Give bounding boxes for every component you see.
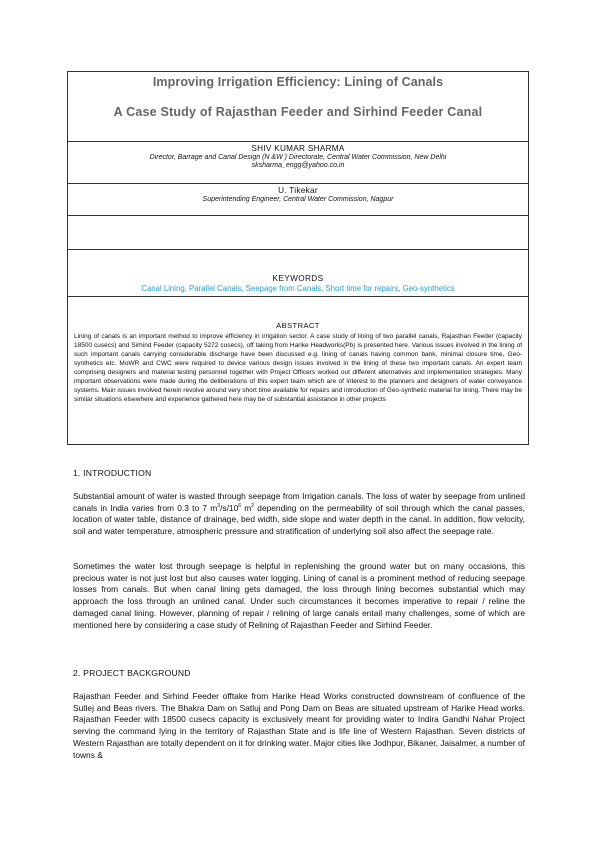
section-heading-introduction: 1. INTRODUCTION bbox=[73, 468, 152, 478]
section-heading-project-background: 2. PROJECT BACKGROUND bbox=[73, 668, 191, 678]
author2-name: U. Tikekar bbox=[278, 186, 318, 195]
blank-cell bbox=[68, 216, 528, 250]
author1-affiliation: Director, Barrage and Canal Design (N &W ) Directorate, Central Water Commission, New Delhi bbox=[149, 154, 447, 161]
paper-title: Improving Irrigation Efficiency: Lining of Canals bbox=[152, 75, 444, 89]
background-paragraph-1: Rajasthan Feeder and Sirhind Feeder offtake from Harike Head Works constructed downstream of confluence of the Sutlej and Beas rivers. The Bhakra Dam on Satluj and Pong Dam on Beas are situated upstream of Harike Head works. Rajasthan Feeder with 18500 cusecs capacity is exclusively meant for providing water to Indira Gandhi Nahar Project serving the command lying in the territory of Rajasthan State and is life line of Western Rajasthan. Seven districts of Western Rajasthan are totally dependent on it for drinking water. Major cities like Jodhpur, Bikaner, Jaisalmer, a number of towns & bbox=[73, 691, 525, 760]
abstract-heading: ABSTRACT bbox=[276, 321, 320, 330]
author2-cell bbox=[68, 184, 528, 216]
intro-p1-text-b: /s/10 bbox=[220, 502, 239, 513]
author1-cell bbox=[68, 142, 528, 184]
intro-p1-text-d: depending on the permeability of soil through which the canal passes, location of water table, distance of drainage, bed width, side slope and water depth in the canal. In addition, flow velocity, soil and water temperature, atmospheric pressure and stratification of underlying soil also affect the seepage rate. bbox=[73, 502, 525, 537]
keywords-list: Canal Lining, Parallel Canals, Seepage from Canals, Short time for repairs, Geo-synthetics bbox=[141, 284, 455, 293]
intro-paragraph-2: Sometimes the water lost through seepage is helpful in replenishing the ground water but on many occasions, this precious water is not just lost but also causes water logging. Lining of canal is a prominent method of reducing seepage losses from canals. But when canal lining gets damaged, the loss through lining becomes substantial which may approach the loss through an unlined canal. Under such circumstances it becomes imperative to repair / reline the damaged canal lining. However, planning of repair / relining of large canals entail many challenges, some of which are mentioned here by considering a case study of Relining of Rajasthan Feeder and Sirhind Feeder. bbox=[73, 561, 525, 630]
paper-header-table bbox=[67, 71, 529, 445]
intro-p1-text-a: Substantial amount of water is wasted through seepage from Irrigation canals. The loss of water by seepage from unlined canals in India varies from 0.3 to 7 m bbox=[73, 491, 525, 513]
intro-paragraph-1 bbox=[73, 491, 525, 538]
paper-subtitle: A Case Study of Rajasthan Feeder and Sirhind Feeder Canal bbox=[113, 105, 483, 119]
intro-p1-text-c: m bbox=[241, 502, 252, 513]
author1-email: sksharma_engg@yahoo.co.in bbox=[251, 162, 345, 169]
author1-name: SHIV KUMAR SHARMA bbox=[251, 144, 345, 153]
superscript: 6 bbox=[238, 502, 242, 509]
author2-affiliation: Superintending Engineer, Central Water Commission, Nagpur bbox=[202, 196, 394, 203]
title-cell bbox=[68, 72, 528, 142]
keywords-heading: KEYWORDS bbox=[272, 274, 324, 283]
abstract-cell bbox=[68, 297, 528, 444]
abstract-text: Lining of canals is an important method to improve efficiency in irrigation sector. A case study of lining of two parallel canals, Rajasthan Feeder (capacity 18500 cusecs) and Sirhind Feeder (capacity 5272 cusecs), off taking from Harike Headworks(Pb) is presented here. Various issues involved in the lining of such important canals carrying considerable discharge have been discussed e.g. lining of canals having common bank, minimal closure time, Geo-synthetics etc. MoWR and CWC were required to device various design issues involved in the lining of these two important canals. An expert team comprising designers and material testing personnel together with Project Officers worked out different alternatives and implementation strategies. Many important observations were made during the deliberations of this expert team which are of interest to the planners and designers of water conveyance systems. Main issues involved herein revolve around very short time available for repairs and introduction of Geo-synthetic material for lining. There may be similar situations elsewhere and experience gathered here may be of substantial assistance in other projects bbox=[74, 333, 522, 403]
superscript: 2 bbox=[251, 502, 255, 509]
superscript: 3 bbox=[217, 502, 221, 509]
keywords-cell bbox=[68, 250, 528, 297]
